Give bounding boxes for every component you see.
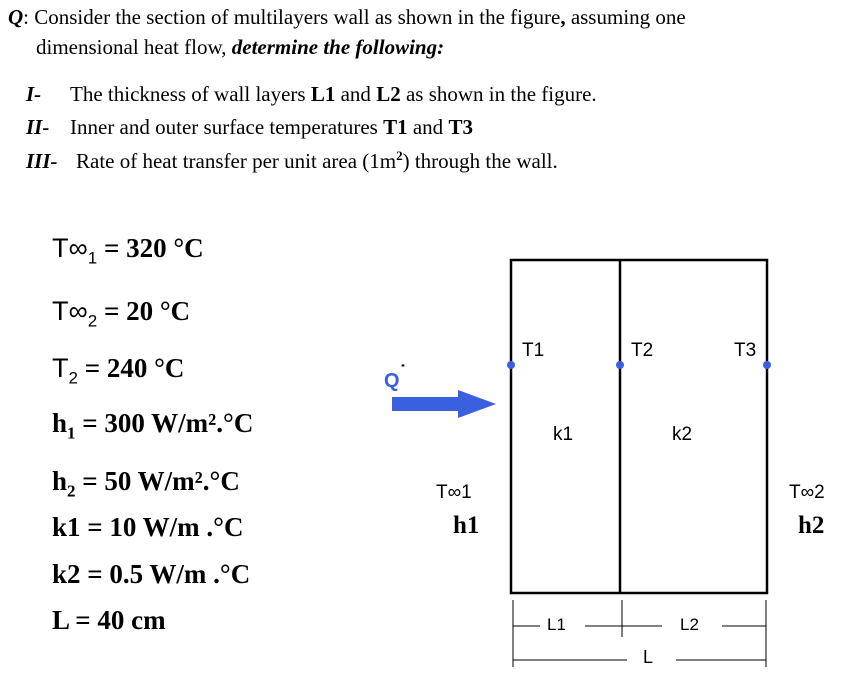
t3-label: T3 xyxy=(734,340,757,361)
item-text-post: ) through the wall. xyxy=(402,149,558,173)
t2-label: T2 xyxy=(631,340,654,361)
item-text: Rate of heat transfer per unit area (1m xyxy=(76,149,397,173)
dim-l2-label: L2 xyxy=(680,615,699,634)
item-text: The thickness of wall layers xyxy=(70,82,311,106)
right-fluid-temp: T∞2 xyxy=(789,482,825,503)
question-emphasis: determine the following: xyxy=(231,35,445,59)
right-fluid-h: h2 xyxy=(798,512,825,539)
given-value: = 20 °C xyxy=(97,296,191,326)
item-superscript: 2 xyxy=(396,148,403,163)
given-symbol: L xyxy=(52,605,69,635)
left-fluid-h: h1 xyxy=(453,512,480,539)
t1-point xyxy=(507,361,515,369)
k1-label: k1 xyxy=(553,424,574,445)
given-value: = 40 cm xyxy=(68,605,166,635)
question-comma: , xyxy=(560,5,566,29)
question-text-1b: assuming one xyxy=(565,5,686,29)
given-value: = 0.5 W/m .°C xyxy=(80,559,251,589)
heat-flow-dot: ˙ xyxy=(399,362,407,384)
given-subscript: 2 xyxy=(68,368,78,388)
item-bold-1: T1 xyxy=(383,115,408,139)
dim-l1-label: L1 xyxy=(547,615,566,634)
item-text-post: as shown in the figure. xyxy=(400,82,597,106)
question-label: Q xyxy=(8,5,24,29)
k2-label: k2 xyxy=(672,424,693,445)
item-text: Inner and outer surface temperatures xyxy=(70,115,384,139)
given-subscript: 2 xyxy=(67,481,76,501)
given-symbol: T∞ xyxy=(52,233,88,263)
given-symbol: T xyxy=(52,353,69,383)
item-number: III- xyxy=(26,149,58,173)
given-symbol: k2 xyxy=(52,559,81,589)
item-number: II- xyxy=(26,115,50,139)
heat-flow-arrow xyxy=(392,390,496,418)
heat-flow-label xyxy=(384,362,407,393)
heat-flow-symbol: Q xyxy=(384,370,400,392)
item-text-mid: and xyxy=(407,115,449,139)
given-subscript: 1 xyxy=(87,248,98,268)
left-fluid-temp: T∞1 xyxy=(436,482,472,503)
heat-arrow-head xyxy=(458,390,496,418)
given-value: = 240 °C xyxy=(77,353,185,383)
given-symbol: h xyxy=(52,466,68,496)
given-value: = 300 W/m².°C xyxy=(75,408,254,438)
given-symbol: h xyxy=(52,408,68,438)
given-symbol: T∞ xyxy=(52,296,88,326)
item-bold-2: T3 xyxy=(448,115,473,139)
given-symbol: k1 xyxy=(52,512,81,542)
t2-point xyxy=(616,361,624,369)
item-bold-1: L1 xyxy=(310,82,336,106)
question-text-2: dimensional heat flow, xyxy=(36,35,232,59)
item-bold-2: L2 xyxy=(376,82,401,106)
heat-arrow-shaft xyxy=(392,397,460,411)
dim-l-label: L xyxy=(643,647,654,667)
question-text-1: : Consider the section of multilayers wall as shown in the figure xyxy=(23,5,561,29)
t3-point xyxy=(763,361,771,369)
item-number: I- xyxy=(26,82,42,106)
given-value: = 50 W/m².°C xyxy=(75,466,240,496)
given-subscript: 1 xyxy=(67,423,76,443)
t1-label: T1 xyxy=(522,340,545,361)
given-subscript: 2 xyxy=(87,311,98,331)
given-value: = 320 °C xyxy=(97,233,204,263)
item-text-mid: and xyxy=(335,82,377,106)
wall-outline xyxy=(511,260,767,593)
given-value: = 10 W/m .°C xyxy=(80,512,244,542)
